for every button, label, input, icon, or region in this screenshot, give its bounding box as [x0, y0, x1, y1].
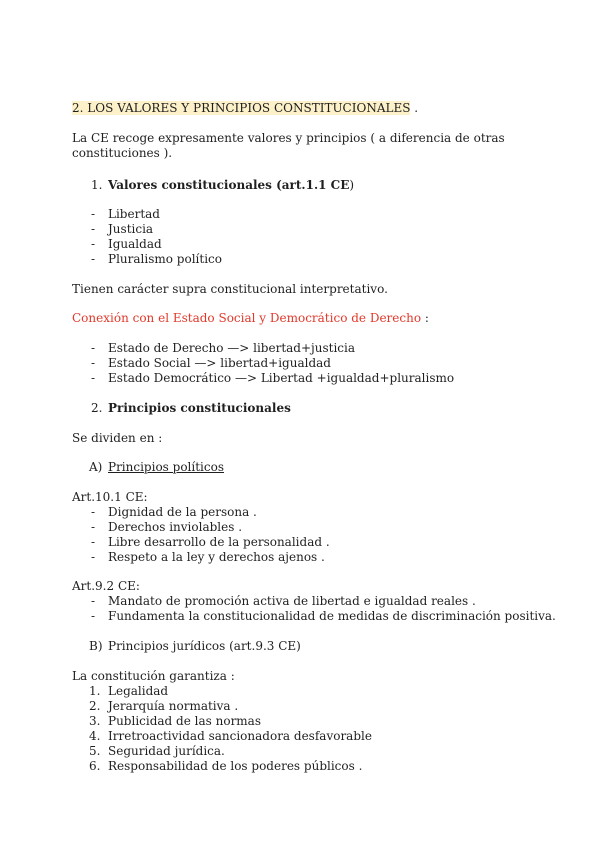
list-item: Jerarquía normativa . [108, 699, 239, 713]
list-item: Publicidad de las normas [108, 714, 261, 728]
bullet-dash: - [91, 609, 96, 623]
list-item: Respeto a la ley y derechos ajenos . [108, 550, 325, 564]
section2-heading: Principios constitucionales [108, 401, 291, 415]
conexion-label: Conexión con el Estado Social y Democrático de Derecho [72, 311, 422, 325]
list-item: Seguridad jurídica. [108, 744, 225, 758]
se-dividen-text: Se dividen en : [72, 431, 163, 445]
bullet-dash: - [91, 252, 96, 266]
list-item: Legalidad [108, 684, 169, 698]
bullet-dash: - [91, 371, 96, 385]
subA-label: Principios políticos [108, 460, 224, 474]
section1-marker: 1. [91, 178, 103, 192]
list-item: Pluralismo político [108, 252, 222, 266]
intro-line-2: constituciones ). [72, 146, 173, 160]
list-item: Igualdad [108, 237, 162, 251]
list-item: Fundamenta la constitucionalidad de medidas de discriminación positiva. [108, 609, 556, 623]
bullet-dash: - [91, 550, 96, 564]
conexion-heading: Conexión con el Estado Social y Democrático de Derecho : [72, 311, 429, 325]
list-item: Mandato de promoción activa de libertad e igualdad reales . [108, 594, 476, 608]
section2-marker: 2. [91, 401, 103, 415]
list-item: Derechos inviolables . [108, 520, 243, 534]
list-item: Dignidad de la persona . [108, 505, 257, 519]
subB-label: Principios jurídicos (art.9.3 CE) [108, 639, 301, 653]
list-item: Libertad [108, 207, 160, 221]
bullet-dash: - [91, 222, 96, 236]
list-number: 4. [89, 729, 101, 743]
supra-text: Tienen carácter supra constitucional interpretativo. [72, 282, 388, 296]
art101-label: Art.10.1 CE: [72, 490, 148, 504]
bullet-dash: - [91, 594, 96, 608]
list-number: 2. [89, 699, 101, 713]
list-item: Estado Social —> libertad+igualdad [108, 356, 331, 370]
garantiza-label: La constitución garantiza : [72, 669, 235, 683]
list-item: Estado de Derecho —> libertad+justicia [108, 341, 356, 355]
section1-heading: Valores constitucionales (art.1.1 CE) [108, 178, 355, 192]
subB-marker: B) [89, 639, 103, 653]
list-item: Justicia [108, 222, 154, 236]
bullet-dash: - [91, 237, 96, 251]
list-number: 1. [89, 684, 101, 698]
bullet-dash: - [91, 505, 96, 519]
list-number: 6. [89, 759, 101, 773]
subA-marker: A) [89, 460, 103, 474]
section-title-text: 2. LOS VALORES Y PRINCIPIOS CONSTITUCIONALES [72, 101, 411, 115]
list-number: 3. [89, 714, 101, 728]
list-number: 5. [89, 744, 101, 758]
bullet-dash: - [91, 535, 96, 549]
intro-line-1: La CE recoge expresamente valores y principios ( a diferencia de otras [72, 131, 505, 145]
bullet-dash: - [91, 520, 96, 534]
art92-label: Art.9.2 CE: [72, 579, 140, 593]
list-item: Irretroactividad sancionadora desfavorable [108, 729, 372, 743]
bullet-dash: - [91, 356, 96, 370]
bullet-dash: - [91, 207, 96, 221]
list-item: Responsabilidad de los poderes públicos . [108, 759, 363, 773]
list-item: Estado Democrático —> Libertad +igualdad+pluralismo [108, 371, 455, 385]
list-item: Libre desarrollo de la personalidad . [108, 535, 330, 549]
section-title: 2. LOS VALORES Y PRINCIPIOS CONSTITUCIONALES . [72, 101, 419, 115]
bullet-dash: - [91, 341, 96, 355]
